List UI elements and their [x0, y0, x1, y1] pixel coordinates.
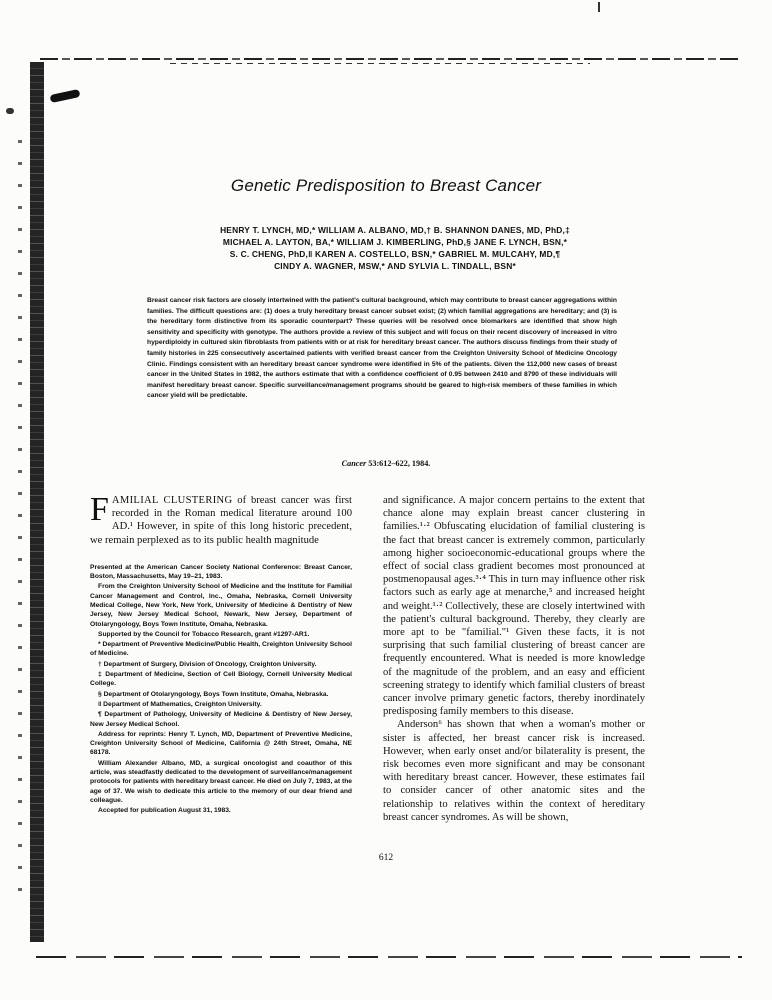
intro-paragraph [90, 491, 352, 547]
abstract: Breast cancer risk factors are closely intertwined with the patient's cultural background, which may contribute to breast cancer aggregations within families. The difficult questions are: (1) does a truly hereditary breast cancer subset exist; (2) which familial aggregations are hereditary; and (3) is the hereditary form distinctive from its sporadic counterpart? These queries will be resolved once biomarkers are identified that show high sensitivity and specificity with genotype. The authors provide a review of this subject and will focus on their recent discovery of increased in vitro hyperdiploidy in cultured skin fibroblasts from patients with or at risk for hereditary breast cancer. The authors discuss findings from their study of family histories in 225 consecutively ascertained patients with verified breast cancer from the Creighton University School of Medicine Oncology Clinic. Findings consistent with an hereditary breast cancer syndrome were identified in 5% of the patients. Given the 112,000 new cases of breast cancer in the United States in 1982, the authors estimate that with a confidence coefficient of 0.95 between 2410 and 8790 of these individuals will manifest hereditary breast cancer. Specific surveillance/management programs should be geared to high-risk members of these families in which cancer yield will be predictable. [147, 297, 617, 400]
citation [0, 459, 772, 468]
footnote: Address for reprints: Henry T. Lynch, MD, Department of Preventive Medicine, Creighton University School of Medicine, California @ 24th Street, Omaha, NE 68178. [90, 730, 352, 757]
scan-smudge-small [6, 108, 14, 114]
scan-binding-edge-secondary [18, 140, 22, 900]
footnote: † Department of Surgery, Division of Oncology, Creighton University. [98, 660, 317, 668]
scan-top-rule [40, 58, 740, 60]
author-line: HENRY T. LYNCH, MD,* WILLIAM A. ALBANO, MD,† B. SHANNON DANES, MD, PhD,‡ [220, 225, 570, 235]
drop-cap: F [90, 491, 109, 528]
footnotes [90, 563, 352, 816]
footnote: * Department of Preventive Medicine/Public Health, Creighton University School of Medicine. [90, 641, 352, 658]
citation-details: 53:612–622, 1984. [366, 459, 431, 468]
intro-text: of breast cancer was first recorded in the Roman medical literature around 100 AD.¹ However, in spite of this long historic precedent, we remain perplexed as to its public health magnitude [90, 495, 352, 546]
footnote: William Alexander Albano, MD, a surgical oncologist and coauthor of this article, was steadfastly dedicated to the development of surveillance/management protocols for patients with hereditary breast cancer. He died on July 7, 1983, at the age of 37. We wish to dedicate this article to the memory of our dear friend and colleague. [90, 759, 353, 804]
footnote: ‡ Department of Medicine, Section of Cell Biology, Cornell University Medical College. [90, 671, 352, 688]
author-list [130, 224, 660, 272]
footnote: Presented at the American Cancer Society National Conference: Breast Cancer, Boston, Massachusetts, May 19–21, 1983. [90, 563, 352, 581]
intro-smallcaps: AMILIAL CLUSTERING [111, 495, 233, 506]
footnote: From the Creighton University School of Medicine and the Institute for Familial Cancer Management and Control, Inc., Omaha, Nebraska, Cornell University Medical College, New York, New York, University of Medicine & Dentistry of New Jersey, New Jersey Medical School, Newark, New Jersey, Department of Otolaryngology, Boys Town Institute, Omaha, Nebraska. [90, 583, 352, 628]
body-paragraph: Anderson⁶ has shown that when a woman's mother or sister is affected, her breast cancer risk is increased. However, when early onset and/or bilaterality is present, the risk becomes even more significant and may be consonant with hereditary breast cancer. However, these estimates fail to consider cancer of other anatomic sites and the relationship to relatives within the context of hereditary breast cancer syndromes. As will be shown, [383, 719, 645, 823]
author-line: S. C. CHENG, PhD,‖ KAREN A. COSTELLO, BSN,* GABRIEL M. MULCAHY, MD,¶ [229, 249, 561, 259]
scan-smudge [49, 89, 80, 103]
citation-journal: Cancer [341, 459, 367, 468]
footnote: Supported by the Council for Tobacco Research, grant #1297-AR1. [98, 630, 310, 638]
scan-top-rule-secondary [170, 63, 590, 64]
scan-mark [598, 2, 600, 12]
footnote: § Department of Otolaryngology, Boys Town Institute, Omaha, Nebraska. [98, 690, 329, 698]
footnote: ‖ Department of Mathematics, Creighton University. [98, 700, 262, 708]
author-line: CINDY A. WAGNER, MSW,* AND SYLVIA L. TINDALL, BSN* [274, 261, 516, 271]
author-line: MICHAEL A. LAYTON, BA,* WILLIAM J. KIMBERLING, PhD,§ JANE F. LYNCH, BSN,* [222, 237, 568, 247]
article-title: Genetic Predisposition to Breast Cancer [230, 176, 542, 195]
scan-bottom-rule [36, 956, 742, 958]
left-column [90, 491, 353, 817]
body-paragraph: and significance. A major concern pertains to the extent that chance alone may explain breast cancer clustering in families.¹·² Obfuscating elucidation of familial clustering is the fact that breast cancer is extremely common, particularly among higher socioeconomic-educational groups where the effect of social class gradient becomes most pronounced at postmenopausal ages.³·⁴ This in turn may influence other risk factors such as early age at menarche,⁵ and increased height and weight.¹·² Collectively, these are closely intertwined with the patient's cultural background. Thereby, they clearly are more apt to be "familial."¹ Given these facts, it is not surprising that such familial clustering of breast cancer are frequently encountered. What is needed is more knowledge of the magnitude of the problem, and an easy and efficient screening strategy to identify which familial clusters of breast cancer involve primary genetic factors, thereby inordinately predisposing family members to this disease. [383, 495, 645, 718]
page-number: 612 [378, 853, 394, 863]
right-column [383, 494, 645, 824]
footnote: Accepted for publication August 31, 1983. [98, 807, 231, 815]
footnote: ¶ Department of Pathology, University of Medicine & Dentistry of New Jersey, New Jersey Medical School. [90, 711, 352, 728]
